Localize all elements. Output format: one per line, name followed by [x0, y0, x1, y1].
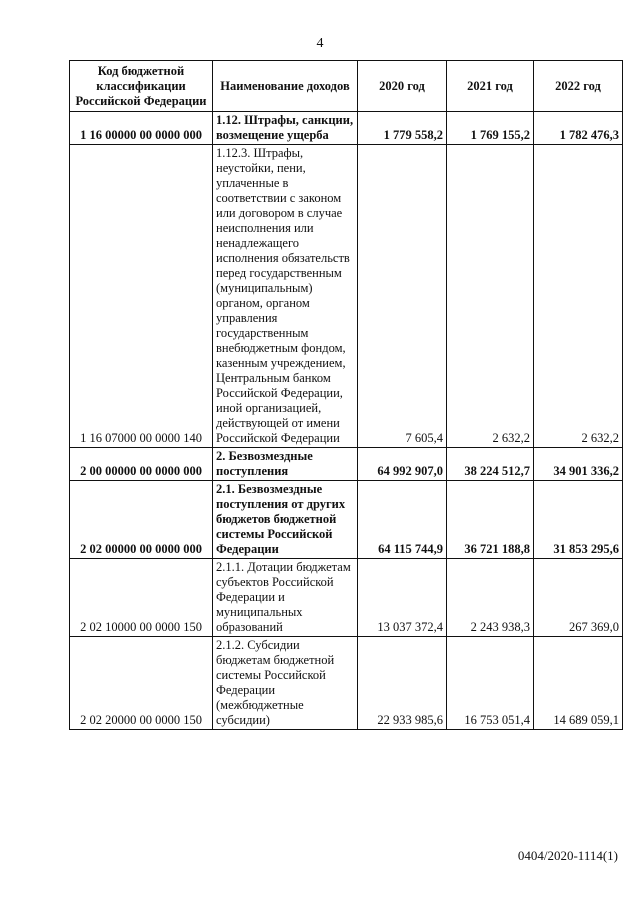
row-code: 2 02 00000 00 0000 000	[70, 481, 213, 559]
row-code: 2 00 00000 00 0000 000	[70, 448, 213, 481]
row-value-2021: 36 721 188,8	[447, 481, 534, 559]
budget-table	[69, 60, 623, 730]
table-row	[70, 145, 623, 448]
row-name: 1.12. Штрафы, санкции, возмещение ущерба	[213, 112, 358, 145]
row-value-2021: 2 243 938,3	[447, 559, 534, 637]
row-value-2021: 1 769 155,2	[447, 112, 534, 145]
row-value-2021: 38 224 512,7	[447, 448, 534, 481]
row-value-2022: 14 689 059,1	[534, 637, 623, 730]
header-name: Наименование доходов	[213, 61, 358, 112]
row-code: 2 02 20000 00 0000 150	[70, 637, 213, 730]
header-2020: 2020 год	[358, 61, 447, 112]
row-value-2022: 267 369,0	[534, 559, 623, 637]
table-row	[70, 481, 623, 559]
table-row	[70, 559, 623, 637]
table-row	[70, 112, 623, 145]
table-row	[70, 637, 623, 730]
table-row	[70, 448, 623, 481]
page-number: 4	[316, 36, 324, 51]
row-code: 1 16 00000 00 0000 000	[70, 112, 213, 145]
row-value-2020: 7 605,4	[358, 145, 447, 448]
row-value-2020: 1 779 558,2	[358, 112, 447, 145]
row-name: 1.12.3. Штрафы, неустойки, пени, уплаченные в соответствии с законом или договором в случае неисполнения или ненадлежащего исполнения обязательств перед государственным (муниципальным) органом, органом управления государственным внебюджетным фондом, казенным учреждением, Центральным банком Российской Федерации, иной организацией, действующей от имени Российской Федерации	[213, 145, 358, 448]
row-name: 2.1.1. Дотации бюджетам субъектов Российской Федерации и муниципальных образований	[213, 559, 358, 637]
row-value-2020: 13 037 372,4	[358, 559, 447, 637]
row-code: 2 02 10000 00 0000 150	[70, 559, 213, 637]
document-registration-code: 0404/2020-1114(1)	[517, 848, 618, 863]
row-name: 2. Безвозмездные поступления	[213, 448, 358, 481]
row-value-2022: 34 901 336,2	[534, 448, 623, 481]
table-header-row	[70, 61, 623, 112]
header-2021: 2021 год	[447, 61, 534, 112]
row-code: 1 16 07000 00 0000 140	[70, 145, 213, 448]
row-value-2022: 31 853 295,6	[534, 481, 623, 559]
row-value-2022: 1 782 476,3	[534, 112, 623, 145]
row-name: 2.1. Безвозмездные поступления от других бюджетов бюджетной системы Российской Федерации	[213, 481, 358, 559]
header-2022: 2022 год	[534, 61, 623, 112]
row-value-2020: 64 992 907,0	[358, 448, 447, 481]
row-value-2020: 22 933 985,6	[358, 637, 447, 730]
row-value-2022: 2 632,2	[534, 145, 623, 448]
row-value-2021: 2 632,2	[447, 145, 534, 448]
row-value-2021: 16 753 051,4	[447, 637, 534, 730]
header-code: Код бюджетной классификации Российской Федерации	[70, 61, 213, 112]
row-value-2020: 64 115 744,9	[358, 481, 447, 559]
row-name: 2.1.2. Субсидии бюджетам бюджетной системы Российской Федерации (межбюджетные субсидии)	[213, 637, 358, 730]
